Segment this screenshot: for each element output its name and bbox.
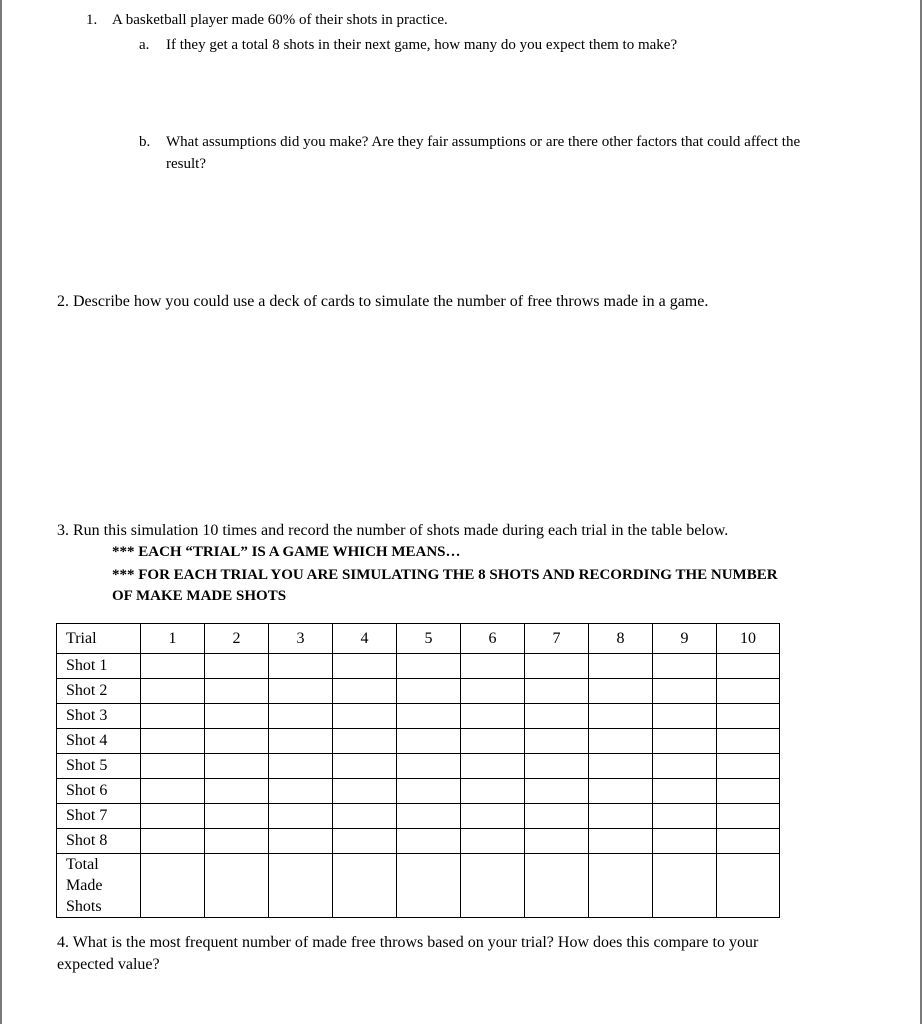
shot-result-cell[interactable] — [397, 804, 461, 829]
shot-result-cell[interactable] — [141, 704, 205, 729]
total-label-line: Shots — [66, 898, 102, 915]
shot-result-cell[interactable] — [653, 804, 717, 829]
shot-result-cell[interactable] — [269, 754, 333, 779]
shot-result-cell[interactable] — [205, 779, 269, 804]
question-1b-text-line1: What assumptions did you make? Are they fair assumptions or are there other factors that could affect the — [166, 134, 801, 150]
shot-result-cell[interactable] — [269, 779, 333, 804]
shot-result-cell[interactable] — [333, 729, 397, 754]
trial-number-cell: 7 — [525, 624, 589, 654]
shot-result-cell[interactable] — [653, 779, 717, 804]
shot-result-cell[interactable] — [269, 729, 333, 754]
shot-row-label: Shot 8 — [57, 829, 141, 854]
shot-row — [57, 754, 780, 779]
trial-number-cell: 3 — [269, 624, 333, 654]
question-3-note-3: OF MAKE MADE SHOTS — [112, 588, 287, 604]
shot-result-cell[interactable] — [269, 829, 333, 854]
shot-result-cell[interactable] — [461, 804, 525, 829]
shot-result-cell[interactable] — [333, 804, 397, 829]
question-1b-letter: b. — [139, 134, 151, 150]
shot-result-cell[interactable] — [525, 829, 589, 854]
shot-result-cell[interactable] — [717, 654, 780, 679]
shot-row — [57, 704, 780, 729]
shot-row-label: Shot 1 — [57, 654, 141, 679]
total-result-cell[interactable] — [205, 854, 269, 918]
shot-row — [57, 829, 780, 854]
question-1b-text-line2: result? — [166, 156, 206, 172]
shot-result-cell[interactable] — [141, 829, 205, 854]
shot-result-cell[interactable] — [525, 679, 589, 704]
simulation-table — [56, 623, 780, 918]
question-1a-letter: a. — [139, 37, 150, 53]
shot-result-cell[interactable] — [525, 654, 589, 679]
shot-result-cell[interactable] — [525, 729, 589, 754]
shot-result-cell[interactable] — [397, 829, 461, 854]
shot-result-cell[interactable] — [141, 779, 205, 804]
shot-result-cell[interactable] — [525, 804, 589, 829]
shot-result-cell[interactable] — [461, 679, 525, 704]
table-header-row — [57, 624, 780, 654]
total-result-cell[interactable] — [653, 854, 717, 918]
total-result-cell[interactable] — [589, 854, 653, 918]
shot-result-cell[interactable] — [333, 654, 397, 679]
shot-result-cell[interactable] — [205, 704, 269, 729]
shot-result-cell[interactable] — [589, 779, 653, 804]
shot-result-cell[interactable] — [397, 754, 461, 779]
shot-result-cell[interactable] — [269, 654, 333, 679]
shot-result-cell[interactable] — [717, 804, 780, 829]
shot-result-cell[interactable] — [333, 829, 397, 854]
shot-row-label: Shot 2 — [57, 679, 141, 704]
total-result-cell[interactable] — [717, 854, 780, 918]
shot-result-cell[interactable] — [589, 754, 653, 779]
shot-result-cell[interactable] — [269, 804, 333, 829]
shot-result-cell[interactable] — [525, 779, 589, 804]
shot-result-cell[interactable] — [589, 679, 653, 704]
shot-row — [57, 654, 780, 679]
shot-result-cell[interactable] — [717, 704, 780, 729]
shot-result-cell[interactable] — [141, 654, 205, 679]
shot-result-cell[interactable] — [269, 679, 333, 704]
shot-result-cell[interactable] — [653, 829, 717, 854]
total-result-cell[interactable] — [141, 854, 205, 918]
shot-result-cell[interactable] — [717, 754, 780, 779]
trial-number-cell: 8 — [589, 624, 653, 654]
shot-row-label: Shot 5 — [57, 754, 141, 779]
total-label-line: Made — [66, 877, 103, 894]
question-2-text: 2. Describe how you could use a deck of cards to simulate the number of free throws made in a game. — [57, 293, 709, 310]
trial-number-cell: 10 — [717, 624, 780, 654]
shot-result-cell[interactable] — [653, 754, 717, 779]
shot-result-cell[interactable] — [461, 829, 525, 854]
trial-number-cell: 2 — [205, 624, 269, 654]
shot-result-cell[interactable] — [141, 729, 205, 754]
shot-result-cell[interactable] — [205, 679, 269, 704]
shot-result-cell[interactable] — [717, 829, 780, 854]
total-result-cell[interactable] — [525, 854, 589, 918]
shot-result-cell[interactable] — [461, 704, 525, 729]
total-made-shots-row — [57, 854, 780, 918]
shot-result-cell[interactable] — [525, 754, 589, 779]
trial-number-cell: 6 — [461, 624, 525, 654]
shot-result-cell[interactable] — [397, 779, 461, 804]
total-result-cell[interactable] — [397, 854, 461, 918]
shot-result-cell[interactable] — [397, 654, 461, 679]
shot-result-cell[interactable] — [653, 704, 717, 729]
shot-result-cell[interactable] — [205, 654, 269, 679]
total-result-cell[interactable] — [333, 854, 397, 918]
question-1-text: A basketball player made 60% of their shots in practice. — [112, 12, 448, 28]
trial-number-cell: 5 — [397, 624, 461, 654]
shot-result-cell[interactable] — [589, 654, 653, 679]
trial-number-cell: 1 — [141, 624, 205, 654]
shot-row — [57, 779, 780, 804]
question-1-number: 1. — [86, 12, 98, 28]
shot-row-label: Shot 6 — [57, 779, 141, 804]
shot-result-cell[interactable] — [525, 704, 589, 729]
shot-result-cell[interactable] — [141, 804, 205, 829]
question-3-text: 3. Run this simulation 10 times and record the number of shots made during each trial in the table below. — [57, 522, 729, 539]
shot-result-cell[interactable] — [397, 679, 461, 704]
trial-number-cell: 4 — [333, 624, 397, 654]
shot-result-cell[interactable] — [205, 829, 269, 854]
shot-result-cell[interactable] — [205, 804, 269, 829]
total-result-cell[interactable] — [461, 854, 525, 918]
shot-row-label: Shot 7 — [57, 804, 141, 829]
shot-result-cell[interactable] — [653, 729, 717, 754]
shot-result-cell[interactable] — [589, 729, 653, 754]
shot-result-cell[interactable] — [141, 679, 205, 704]
question-4-text-line1: 4. What is the most frequent number of made free throws based on your trial? How does this compare to your — [57, 934, 759, 951]
shot-result-cell[interactable] — [141, 754, 205, 779]
question-3-note-1: *** EACH “TRIAL” IS A GAME WHICH MEANS… — [112, 544, 461, 560]
shot-result-cell[interactable] — [717, 679, 780, 704]
shot-result-cell[interactable] — [333, 779, 397, 804]
trial-number-cell: 9 — [653, 624, 717, 654]
question-3-note-2: *** FOR EACH TRIAL YOU ARE SIMULATING THE 8 SHOTS AND RECORDING THE NUMBER — [112, 567, 778, 583]
shot-result-cell[interactable] — [333, 754, 397, 779]
shot-result-cell[interactable] — [717, 729, 780, 754]
question-1a-text: If they get a total 8 shots in their next game, how many do you expect them to make? — [166, 37, 678, 53]
shot-row — [57, 804, 780, 829]
shot-result-cell[interactable] — [333, 679, 397, 704]
shot-result-cell[interactable] — [205, 754, 269, 779]
total-made-shots-label — [57, 854, 141, 918]
shot-row-label: Shot 3 — [57, 704, 141, 729]
shot-result-cell[interactable] — [589, 704, 653, 729]
shot-row — [57, 679, 780, 704]
shot-result-cell[interactable] — [717, 779, 780, 804]
shot-result-cell[interactable] — [461, 654, 525, 679]
total-result-cell[interactable] — [269, 854, 333, 918]
shot-result-cell[interactable] — [461, 729, 525, 754]
shot-result-cell[interactable] — [397, 729, 461, 754]
shot-result-cell[interactable] — [397, 704, 461, 729]
question-4-text-line2: expected value? — [57, 956, 160, 973]
shot-result-cell[interactable] — [653, 654, 717, 679]
shot-result-cell[interactable] — [269, 704, 333, 729]
trial-header-label: Trial — [57, 624, 141, 654]
shot-result-cell[interactable] — [589, 829, 653, 854]
shot-row-label: Shot 4 — [57, 729, 141, 754]
shot-row — [57, 729, 780, 754]
shot-result-cell[interactable] — [333, 704, 397, 729]
shot-result-cell[interactable] — [653, 679, 717, 704]
shot-result-cell[interactable] — [461, 754, 525, 779]
shot-result-cell[interactable] — [205, 729, 269, 754]
total-label-line: Total — [66, 856, 99, 873]
shot-result-cell[interactable] — [461, 779, 525, 804]
shot-result-cell[interactable] — [589, 804, 653, 829]
